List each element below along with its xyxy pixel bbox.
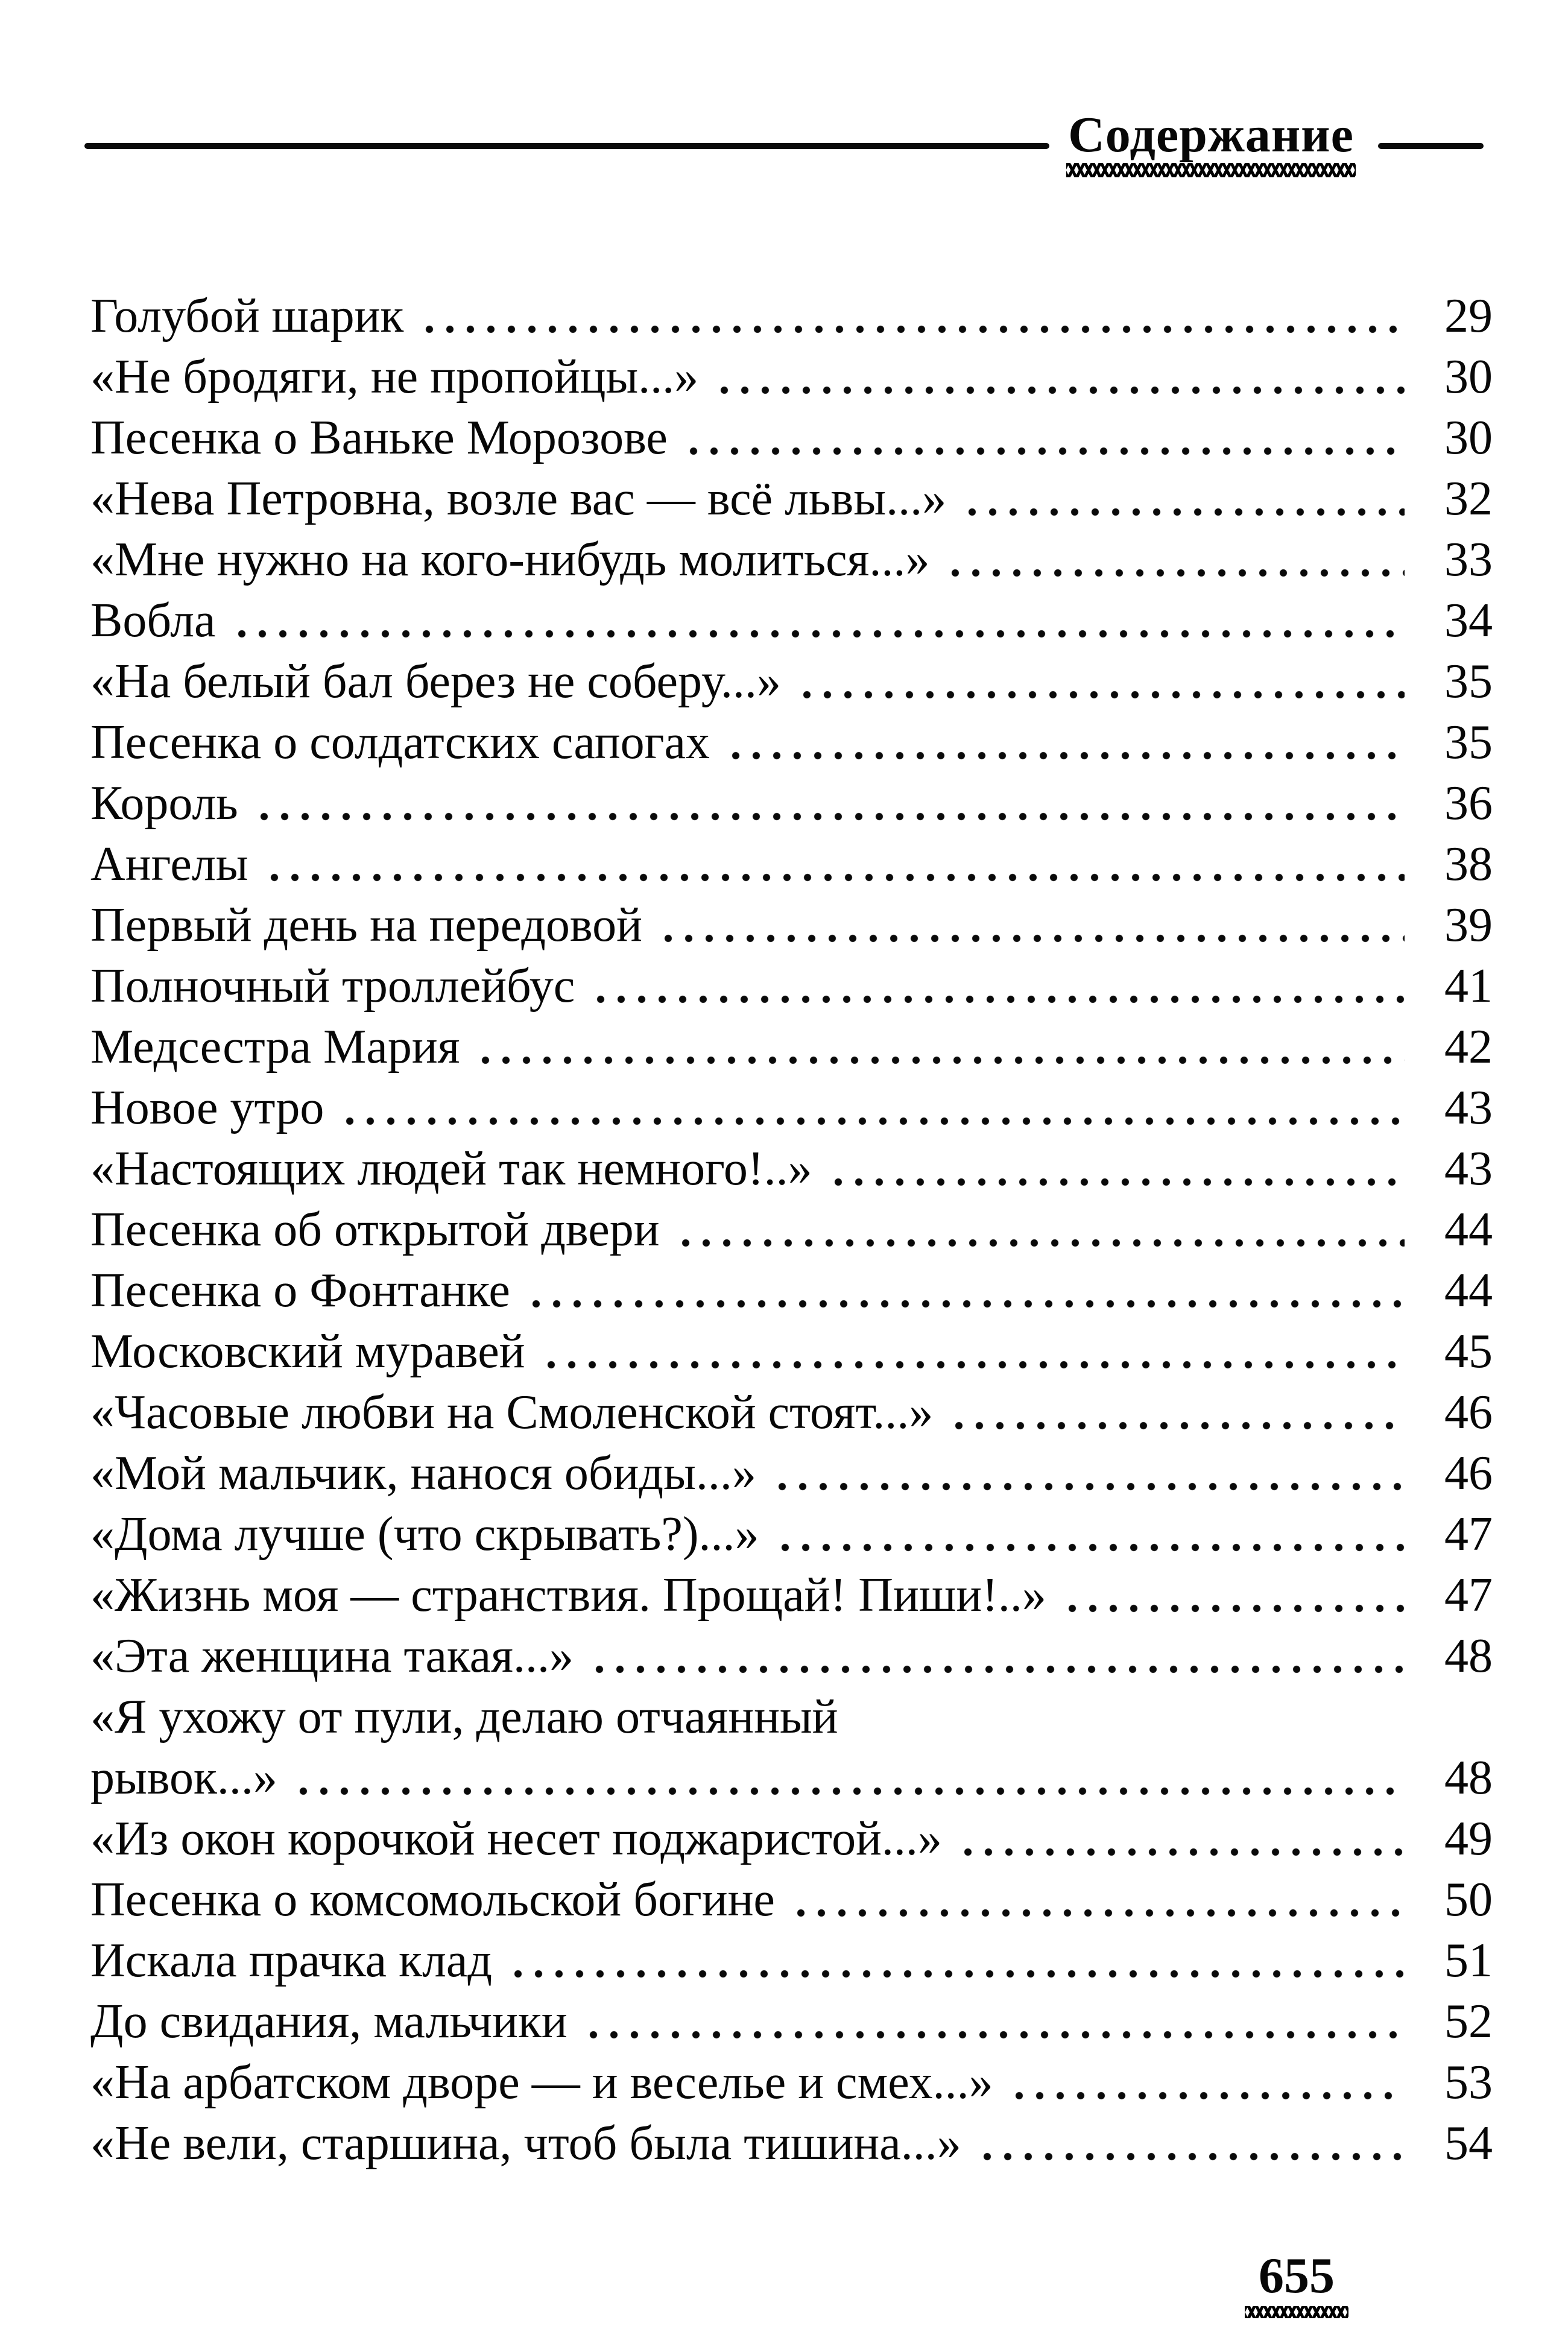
- toc-entry-page-number: 45: [1444, 1325, 1493, 1378]
- dot-leader: [416, 286, 1405, 347]
- toc-entry-page-number: 50: [1444, 1873, 1493, 1926]
- toc-entry-title: рывок...»: [90, 1751, 277, 1804]
- dot-leader: [228, 590, 1405, 651]
- toc-entry-title: Голубой шарик: [90, 289, 404, 343]
- toc-entry-page-number: 35: [1444, 655, 1493, 708]
- toc-entry-page-number: 44: [1444, 1264, 1493, 1317]
- toc-entry-page-number: 49: [1444, 1812, 1493, 1865]
- toc-entry-page-number: 47: [1444, 1508, 1493, 1561]
- toc-entry-row: [90, 1809, 1493, 1870]
- toc-entry-row: [90, 1260, 1493, 1321]
- toc-entry-row: [90, 1504, 1493, 1565]
- toc-entry-page-number: 33: [1444, 533, 1493, 586]
- dot-leader: [958, 469, 1405, 530]
- toc-entry-page-number: 43: [1444, 1142, 1493, 1195]
- toc-entry-title: Песенка о солдатских сапогах: [90, 716, 710, 769]
- dot-leader: [522, 1260, 1405, 1321]
- toc-entry-title: Первый день на передовой: [90, 899, 642, 952]
- toc-entry-title: Король: [90, 777, 238, 830]
- contents-heading-label: Содержание: [1068, 107, 1354, 163]
- toc-entry-row: [90, 1200, 1493, 1260]
- toc-entry-row: [90, 530, 1493, 590]
- toc-entry-page-number: 51: [1444, 1934, 1493, 1987]
- dot-leader: [1058, 1565, 1405, 1626]
- toc-entry-title: Московский муравей: [90, 1325, 525, 1378]
- dot-leader: [973, 2113, 1405, 2174]
- toc-entry-title: Полночный троллейбус: [90, 959, 575, 1013]
- toc-entry-row: [90, 1382, 1493, 1443]
- toc-entry-row: [90, 1930, 1493, 1991]
- dot-leader: [771, 1504, 1405, 1565]
- contents-heading: [1063, 109, 1359, 177]
- toc-entry-page-number: 41: [1444, 959, 1493, 1013]
- toc-entry-title: «Я ухожу от пули, делаю отчаянный: [90, 1690, 838, 1743]
- header-rule-left: [84, 143, 1049, 149]
- dot-leader: [793, 651, 1405, 712]
- toc-entry-page-number: 30: [1444, 350, 1493, 403]
- toc-entry-page-number: 29: [1444, 289, 1493, 343]
- toc-entry-title: Песенка о комсомольской богине: [90, 1873, 775, 1926]
- toc-entry-title: «Дома лучше (что скрывать?)...»: [90, 1508, 759, 1561]
- dot-leader: [787, 1870, 1405, 1930]
- toc-entry-row: [90, 1017, 1493, 1078]
- toc-entry-page-number: 34: [1444, 594, 1493, 647]
- toc-entry-page-number: 35: [1444, 716, 1493, 769]
- toc-entry-page-number: 39: [1444, 899, 1493, 952]
- toc-entry-row: [90, 469, 1493, 530]
- dot-leader: [504, 1930, 1405, 1991]
- toc-entry-page-number: 46: [1444, 1386, 1493, 1439]
- toc-entry-row: [90, 773, 1493, 834]
- toc-entry-row: [90, 408, 1493, 469]
- dot-leader: [472, 1017, 1405, 1078]
- toc-entry-row: [90, 590, 1493, 651]
- toc-entry-row: [90, 956, 1493, 1017]
- dot-leader: [336, 1078, 1405, 1139]
- toc-entry-title: «Из окон корочкой несет поджаристой...»: [90, 1812, 942, 1865]
- toc-entry-title: «Нева Петровна, возле вас — всё львы...»: [90, 472, 947, 525]
- toc-entry-page-number: 52: [1444, 1995, 1493, 2048]
- toc-entry-page-number: 47: [1444, 1569, 1493, 1622]
- toc-entry-row: [90, 895, 1493, 956]
- dot-leader: [954, 1809, 1405, 1870]
- toc-entry-page-number: 36: [1444, 777, 1493, 830]
- toc-entry-title: «Настоящих людей так немного!..»: [90, 1142, 812, 1195]
- toc-entry-row: [90, 1626, 1493, 1687]
- toc-entry-title: «Жизнь моя — странствия. Прощай! Пиши!..»: [90, 1569, 1046, 1622]
- dot-leader: [722, 712, 1405, 773]
- toc-entry-row: [90, 1443, 1493, 1504]
- toc-entry-page-number: 43: [1444, 1081, 1493, 1134]
- dot-leader: [710, 347, 1405, 408]
- toc-entry-row: [90, 347, 1493, 408]
- toc-entry-row: [90, 712, 1493, 773]
- toc-entry-row: [90, 1139, 1493, 1200]
- dot-leader: [824, 1139, 1405, 1200]
- dot-leader: [672, 1200, 1405, 1260]
- toc-entry-title: Песенка о Ваньке Морозове: [90, 411, 668, 464]
- toc-entry-page-number: 38: [1444, 838, 1493, 891]
- dot-leader: [1005, 2052, 1405, 2113]
- dot-leader: [537, 1321, 1405, 1382]
- toc-entry-row: [90, 286, 1493, 347]
- toc-entry-title: Песенка об открытой двери: [90, 1203, 660, 1256]
- toc-entry-row: [90, 1748, 1493, 1809]
- toc-entry-row: [90, 1991, 1493, 2052]
- toc-entry-page-number: 42: [1444, 1020, 1493, 1073]
- toc-entry-row: [90, 1565, 1493, 1626]
- toc-entry-page-number: 44: [1444, 1203, 1493, 1256]
- dot-leader: [586, 1626, 1405, 1687]
- toc-entry-page-number: 30: [1444, 411, 1493, 464]
- dot-leader: [768, 1443, 1405, 1504]
- table-of-contents: [90, 286, 1493, 2174]
- toc-entry-page-number: 32: [1444, 472, 1493, 525]
- dot-leader: [680, 408, 1405, 469]
- dot-leader: [587, 956, 1405, 1017]
- toc-entry-page-number: 54: [1444, 2117, 1493, 2170]
- toc-entry-page-number: 46: [1444, 1447, 1493, 1500]
- header-rule-right: [1378, 143, 1484, 149]
- toc-entry-row: [90, 1321, 1493, 1382]
- toc-entry-page-number: 48: [1444, 1630, 1493, 1683]
- dot-leader: [941, 530, 1405, 590]
- toc-entry-title: «Мне нужно на кого-нибудь молиться...»: [90, 533, 930, 586]
- toc-entry-title: «Не бродяги, не пропойцы...»: [90, 350, 699, 403]
- heading-zigzag-underline: [1066, 163, 1356, 177]
- toc-entry-row: [90, 1078, 1493, 1139]
- folio-page-number: 655: [1259, 2248, 1335, 2304]
- toc-entry-page-number: 48: [1444, 1751, 1493, 1804]
- dot-leader: [945, 1382, 1405, 1443]
- toc-entry-title: Искала прачка клад: [90, 1934, 493, 1987]
- toc-entry-row: [90, 2113, 1493, 2174]
- toc-entry-title: Новое утро: [90, 1081, 324, 1134]
- dot-leader: [289, 1748, 1405, 1809]
- page-footer: [1230, 2248, 1363, 2318]
- toc-entry-title: Ангелы: [90, 838, 248, 891]
- toc-entry-title: «На белый бал берез не соберу...»: [90, 655, 781, 708]
- folio-zigzag-underline: [1245, 2306, 1348, 2318]
- toc-entry-row: [90, 651, 1493, 712]
- toc-entry-title: «Часовые любви на Смоленской стоят...»: [90, 1386, 934, 1439]
- dot-leader: [261, 834, 1405, 895]
- toc-entry-title: Песенка о Фонтанке: [90, 1264, 510, 1317]
- toc-entry-row: [90, 2052, 1493, 2113]
- dot-leader: [580, 1991, 1405, 2052]
- toc-entry-title: «Мой мальчик, нанося обиды...»: [90, 1447, 756, 1500]
- toc-entry-title: «На арбатском дворе — и веселье и смех...»: [90, 2056, 993, 2109]
- toc-entry-title: «Не вели, старшина, чтоб была тишина...»: [90, 2117, 961, 2170]
- dot-leader: [654, 895, 1405, 956]
- dot-leader: [850, 1687, 1405, 1748]
- toc-entry-row: [90, 834, 1493, 895]
- toc-entry-title: «Эта женщина такая...»: [90, 1630, 574, 1683]
- toc-entry-row: [90, 1870, 1493, 1930]
- toc-entry-row: [90, 1687, 1493, 1748]
- toc-entry-title: Медсестра Мария: [90, 1020, 460, 1073]
- toc-entry-page-number: 53: [1444, 2056, 1493, 2109]
- dot-leader: [250, 773, 1405, 834]
- toc-entry-title: До свидания, мальчики: [90, 1995, 567, 2048]
- toc-entry-title: Вобла: [90, 594, 216, 647]
